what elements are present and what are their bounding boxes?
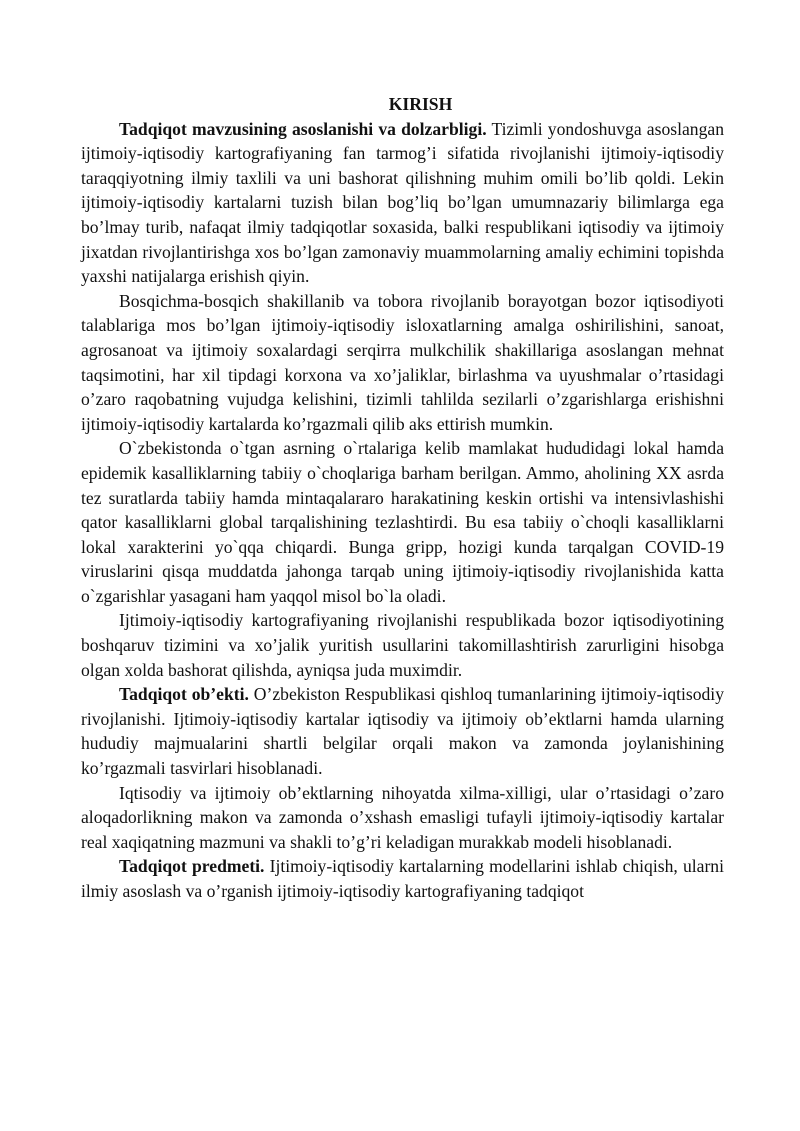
paragraph-lead: Tadqiqot predmeti. — [119, 856, 265, 877]
paragraph-epidemics — [81, 436, 724, 608]
paragraph-text: Ijtimoiy-iqtisodiy kartografiyaning rivojlanishi respublikada bozor iqtisodiyotining boshqaruv tizimini va xo’jalik yuritish usullarini takomillashtirish zarurligini hisobga olgan xolda bashorat qilishda, ayniqsa juda muximdir. — [81, 610, 724, 680]
paragraph-text: Bosqichma-bosqich shakillanib va tobora rivojlanib borayotgan bozor iqtisodiyoti talablariga mos bo’lgan ijtimoiy-iqtisodiy isloxatlarning amalga oshirilishini, sanoat, agrosanoat va ijtimoiy soxalardagi serqirra mulkchilik shakillariga asoslangan mehnat taqsimotini, har xil tipdagi korxona va xo’jaliklar, birlashma va uyushmalar o’rtasidagi o’zaro raqobatning vujudga kelishini, tizimli tahlilda sezilarli o’zgarishlarga erishishni ijtimoiy-iqtisodiy kartalarda ko’rgazmali qilib aks ettirish mumkin. — [81, 290, 724, 434]
paragraph-text: Iqtisodiy va ijtimoiy ob’ektlarning nihoyatda xilma-xilligi, ular o’rtasidagi o’zaro aloqadorlikning makon va zamonda o’xshash emasligi tufayli ijtimoiy-iqtisodiy kartalar real xaqiqatning mazmuni va shakli to’g’ri keladigan murakkab modeli hisoblanadi. — [81, 782, 724, 852]
paragraph-research-object — [81, 682, 724, 780]
document-title: KIRISH — [388, 94, 453, 114]
paragraph-relevance — [81, 117, 724, 289]
paragraph-text: Tizimli yondoshuvga asoslangan ijtimoiy-iqtisodiy kartografiyaning fan tarmog’i sifatida rivojlanishi ijtimoiy-iqtisodiy taraqqiyotning ilmiy taxlili va uni bashorat qilishning muhim omili bo’lib qoldi. Lekin ijtimoiy-iqtisodiy kartalarni tuzish bilan bog’liq bo’lgan umumnazariy bilimlarga ega bo’lmay turib, nafaqat ilmiy tadqiqotlar soxasida, balki respublikani iqtisodiy va ijtimoiy jixatdan rivojlantirishga xos bo’lgan zamonaviy muammolarning amaliy echimini topishda yaxshi natijalarga erishish qiyin. — [81, 118, 724, 287]
paragraph-text: O’zbekiston Respublikasi qishloq tumanlarining ijtimoiy-iqtisodiy rivojlanishi. Ijtimoiy-iqtisodiy kartalar iqtisodiy va ijtimoiy ob’ektlarni hamda ularning hududiy majmualarini shartli belgilar orqali makon va zamonda joylanishining ko’rgazmali tasvirlari hisoblanadi. — [81, 684, 724, 779]
paragraph-research-subject — [81, 854, 724, 903]
document-page — [81, 92, 724, 904]
paragraph-object-diversity — [81, 781, 724, 855]
paragraph-text: Ijtimoiy-iqtisodiy kartalarning modellarini ishlab chiqish, ularni ilmiy asoslash va o’rganish ijtimoiy-iqtisodiy kartografiyaning tadqiqot — [81, 856, 724, 901]
paragraph-market-reforms — [81, 289, 724, 437]
paragraph-cartography-development — [81, 608, 724, 682]
paragraph-lead: Tadqiqot ob’ekti. — [119, 684, 249, 705]
paragraph-lead: Tadqiqot mavzusining asoslanishi va dolzarbligi. — [119, 118, 487, 139]
paragraph-text: O`zbekistonda o`tgan asrning o`rtalariga kelib mamlakat hududidagi lokal hamda epidemik kasalliklarning tabiiy o`choqlariga barham berilgan. Ammo, aholining XX asrda tez suratlarda tabiiy hamda mintaqalararo harakatining keskin ortishi va intensivlashishi qator kasalliklarni global tarqalishining tezlashtirdi. Bu esa tabiiy o`choqli kasalliklarni lokal xarakterini yo`qqa chiqardi. Bunga gripp, hozigi kunda tarqalgan COVID-19 viruslarini qisqa muddatda jahonga tarqab uning ijtimoiy-iqtisodiy rivojlanishida katta o`zgarishlar yasagani ham yaqqol misol bo`la oladi. — [81, 438, 724, 606]
